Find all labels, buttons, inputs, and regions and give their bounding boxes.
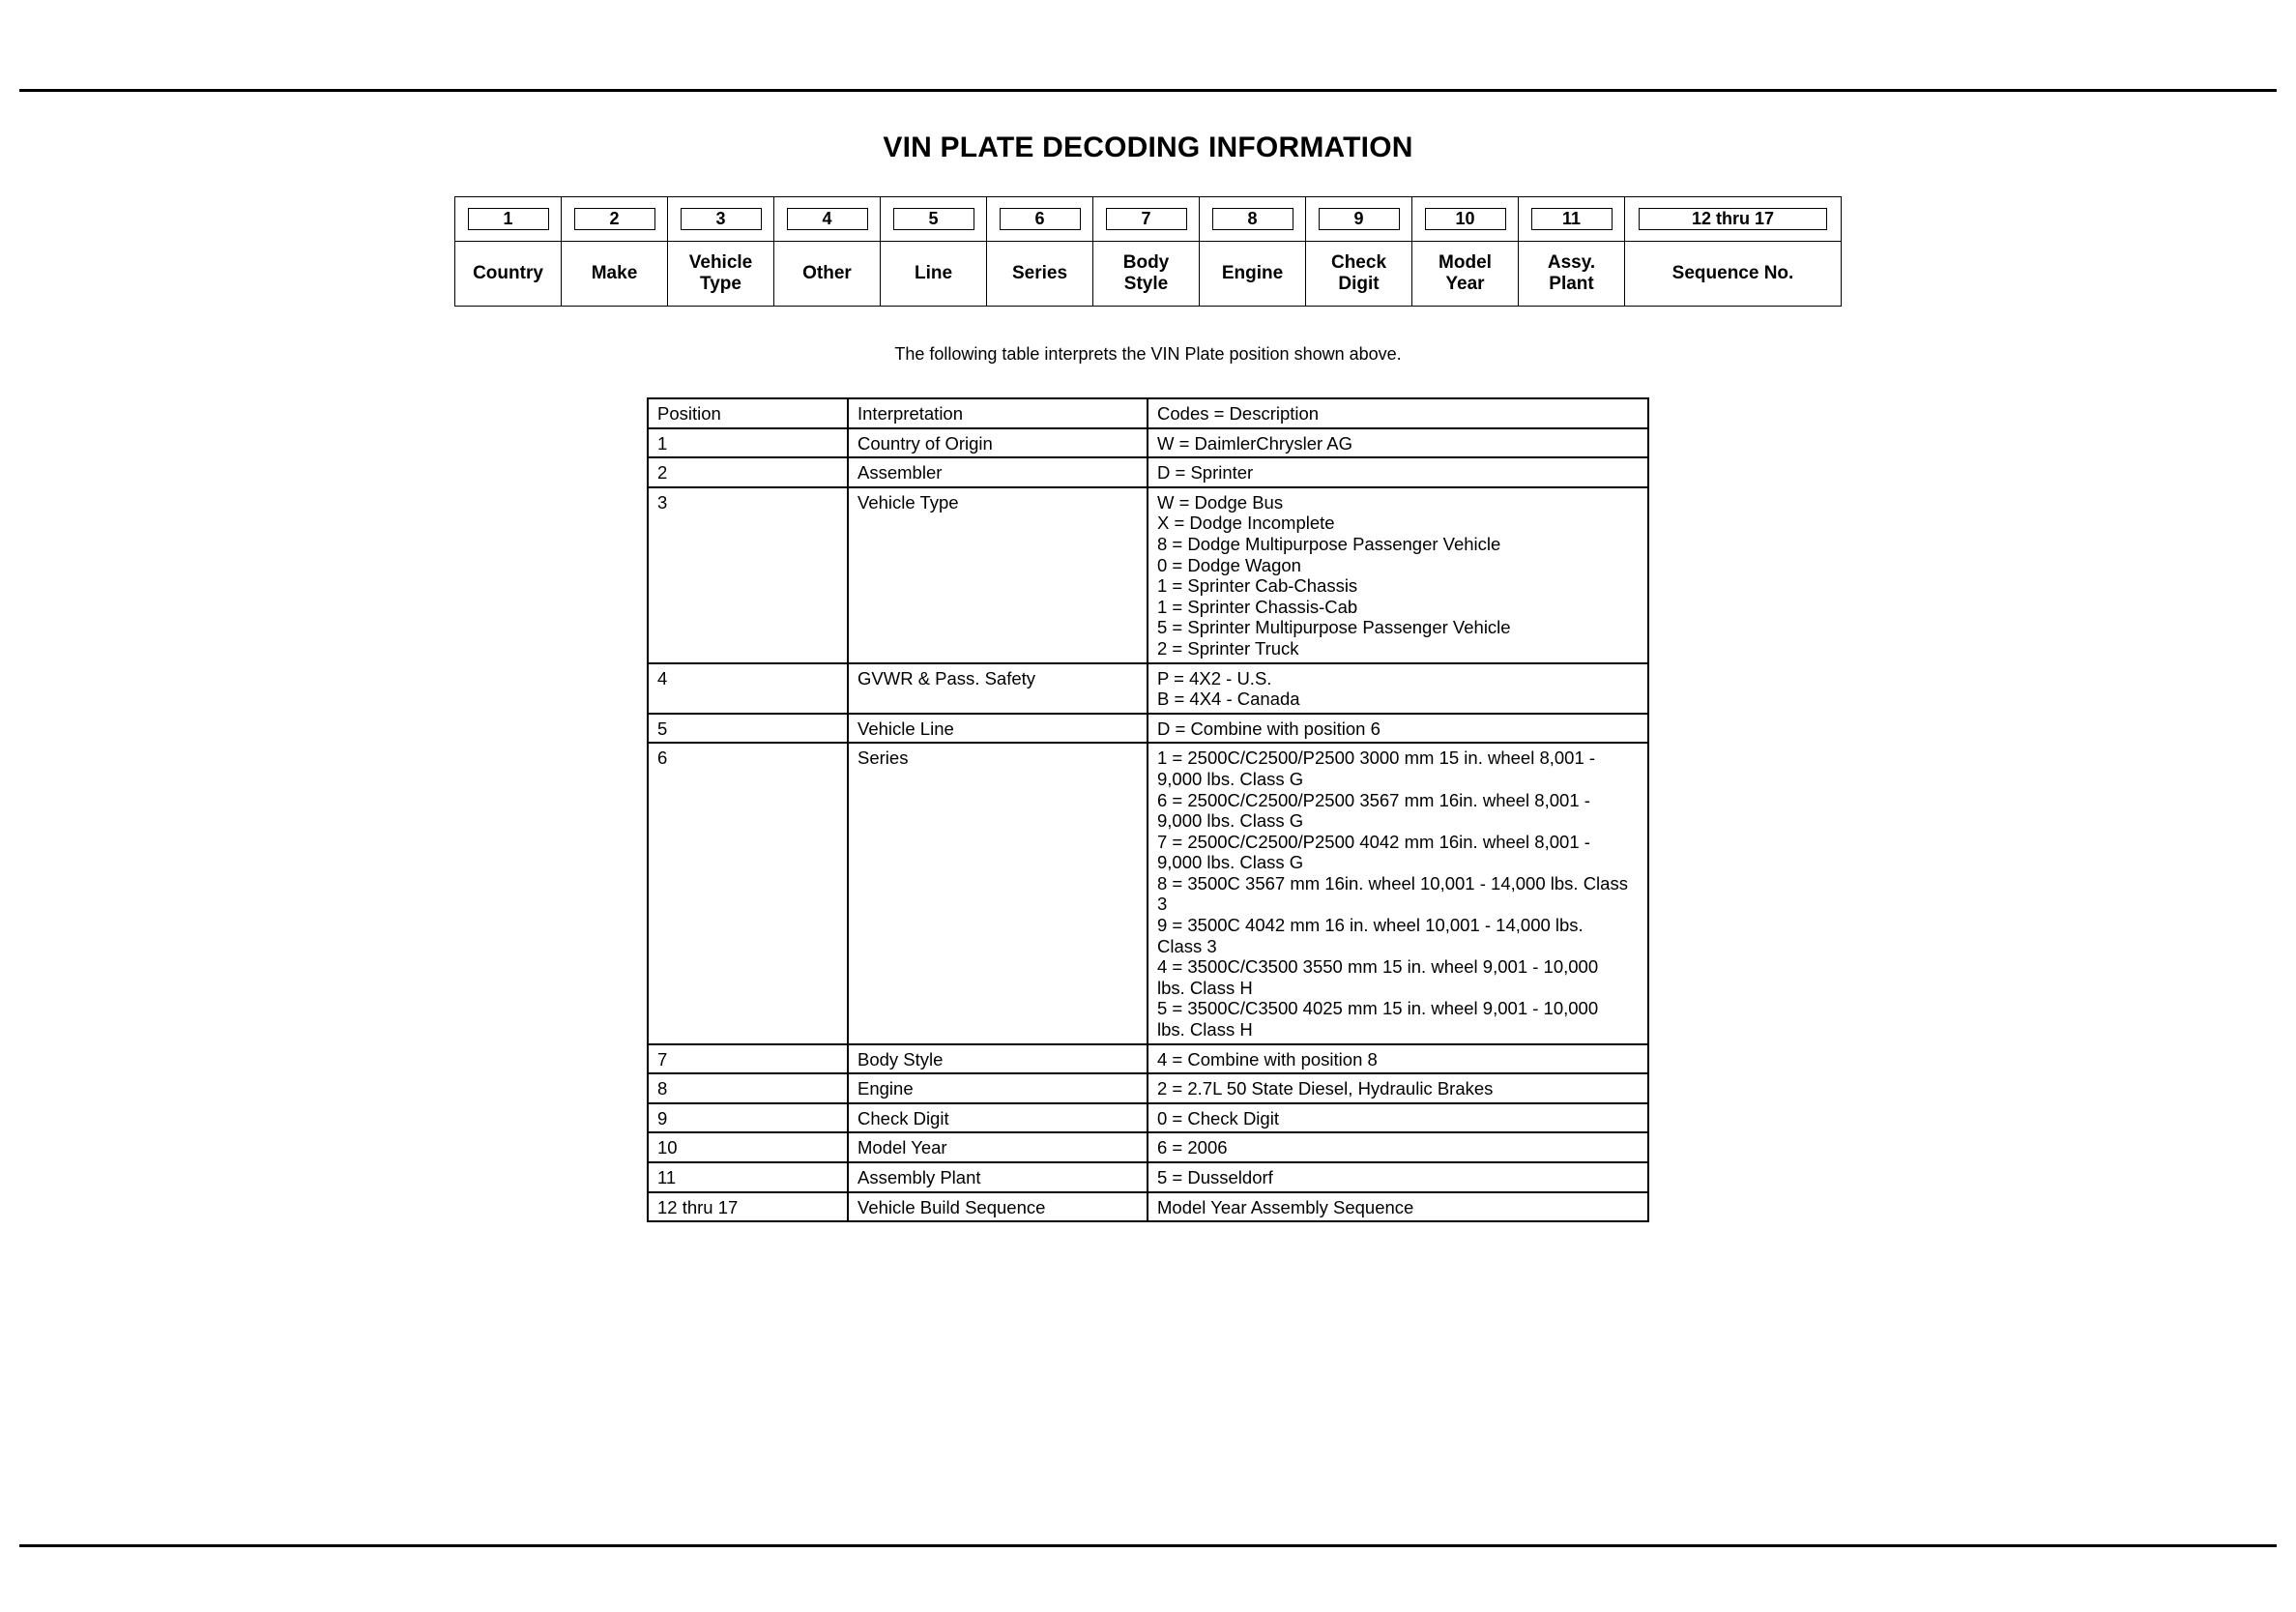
interpretation-cell: Country of Origin	[848, 428, 1148, 458]
vin-label-line: Style	[1123, 274, 1169, 294]
vin-position-number: 5	[893, 208, 974, 230]
vin-position-number: 10	[1425, 208, 1506, 230]
vin-label-line: Engine	[1221, 263, 1284, 283]
codes-cell	[1148, 428, 1648, 458]
vin-position-label	[668, 242, 774, 307]
position-cell: 11	[648, 1162, 848, 1192]
code-line: 0 = Dodge Wagon	[1157, 554, 1301, 575]
code-line: 0 = Check Digit	[1157, 1107, 1279, 1128]
vin-position-number: 2	[574, 208, 655, 230]
vin-position-label	[987, 242, 1093, 307]
code-line: Model Year Assembly Sequence	[1157, 1196, 1414, 1217]
vin-position-cell	[1412, 197, 1519, 242]
bottom-rule	[19, 1544, 2277, 1547]
interpretation-cell: Vehicle Type	[848, 487, 1148, 663]
vin-label-line: Plant	[1549, 274, 1594, 294]
code-line: 1 = Sprinter Chassis-Cab	[1157, 596, 1358, 617]
vin-position-label	[1306, 242, 1412, 307]
vin-label-line: Year	[1445, 274, 1485, 294]
code-line: 1 = Sprinter Cab-Chassis	[1157, 575, 1358, 597]
vin-position-cell	[1306, 197, 1412, 242]
vin-position-cell	[455, 197, 562, 242]
vin-label-line: Type	[700, 274, 741, 294]
vin-position-number: 9	[1319, 208, 1400, 230]
table-row	[648, 1192, 1648, 1222]
vin-position-number: 3	[681, 208, 762, 230]
code-line: lbs. Class H	[1157, 977, 1253, 998]
vin-position-cell	[987, 197, 1093, 242]
table-row	[648, 1132, 1648, 1162]
vin-position-number-row	[455, 197, 1842, 242]
vin-label-line: Digit	[1338, 274, 1380, 294]
interpretation-cell: Model Year	[848, 1132, 1148, 1162]
code-line: 1 = 2500C/C2500/P2500 3000 mm 15 in. wheel 8,001 -	[1157, 747, 1596, 769]
codes-cell	[1148, 1073, 1648, 1103]
interpretation-cell: Assembly Plant	[848, 1162, 1148, 1192]
interpretation-cell: Vehicle Build Sequence	[848, 1192, 1148, 1222]
vin-position-number: 6	[1000, 208, 1081, 230]
vin-position-label	[1093, 242, 1200, 307]
header-codes: Codes = Description	[1148, 398, 1648, 428]
codes-cell	[1148, 714, 1648, 744]
position-cell: 12 thru 17	[648, 1192, 848, 1222]
table-row	[648, 714, 1648, 744]
code-line: 9,000 lbs. Class G	[1157, 810, 1304, 832]
vin-position-number: 8	[1212, 208, 1293, 230]
interpretation-cell: Series	[848, 743, 1148, 1043]
code-line: 4 = 3500C/C3500 3550 mm 15 in. wheel 9,001 - 10,000	[1157, 956, 1599, 978]
table-row	[648, 1103, 1648, 1133]
code-line: P = 4X2 - U.S.	[1157, 667, 1272, 689]
vin-position-cell	[1093, 197, 1200, 242]
code-line: 9,000 lbs. Class G	[1157, 768, 1304, 789]
table-row	[648, 663, 1648, 714]
code-line: lbs. Class H	[1157, 1019, 1253, 1040]
code-line: X = Dodge Incomplete	[1157, 513, 1335, 534]
vin-position-number: 7	[1106, 208, 1187, 230]
codes-cell	[1148, 457, 1648, 487]
code-line: 8 = Dodge Multipurpose Passenger Vehicle	[1157, 533, 1501, 554]
vin-position-label	[1200, 242, 1306, 307]
code-line: B = 4X4 - Canada	[1157, 689, 1300, 710]
codes-cell	[1148, 1132, 1648, 1162]
vin-label-line: Check	[1330, 252, 1387, 273]
table-header-row	[648, 398, 1648, 428]
vin-position-cell	[562, 197, 668, 242]
interpretation-cell: Check Digit	[848, 1103, 1148, 1133]
code-line: 9 = 3500C 4042 mm 16 in. wheel 10,001 - 14,000 lbs.	[1157, 915, 1584, 936]
position-cell: 9	[648, 1103, 848, 1133]
position-cell: 3	[648, 487, 848, 663]
codes-cell	[1148, 1044, 1648, 1074]
vin-position-cell	[1519, 197, 1625, 242]
vin-position-cell	[668, 197, 774, 242]
vin-label-line: Series	[1011, 263, 1068, 283]
position-cell: 8	[648, 1073, 848, 1103]
header-interpretation: Interpretation	[848, 398, 1148, 428]
vin-label-line: Make	[591, 263, 638, 283]
table-row	[648, 1073, 1648, 1103]
vin-position-number: 12 thru 17	[1639, 208, 1827, 230]
codes-cell	[1148, 1103, 1648, 1133]
table-row	[648, 1044, 1648, 1074]
codes-cell	[1148, 1192, 1648, 1222]
vin-plate-diagram	[454, 196, 1842, 307]
code-line: 8 = 3500C 3567 mm 16in. wheel 10,001 - 14,000 lbs. Class	[1157, 872, 1628, 894]
intro-text: The following table interprets the VIN Plate position shown above.	[894, 344, 1402, 364]
vin-position-number: 4	[787, 208, 868, 230]
vin-position-label	[1412, 242, 1519, 307]
code-line: W = DaimlerChrysler AG	[1157, 432, 1352, 454]
code-line: 6 = 2500C/C2500/P2500 3567 mm 16in. wheel 8,001 -	[1157, 789, 1590, 810]
vin-position-cell	[774, 197, 881, 242]
table-row	[648, 457, 1648, 487]
position-cell: 10	[648, 1132, 848, 1162]
header-position: Position	[648, 398, 848, 428]
code-line: 5 = Dusseldorf	[1157, 1167, 1273, 1187]
code-line: D = Sprinter	[1157, 462, 1254, 484]
position-cell: 7	[648, 1044, 848, 1074]
vin-position-cell	[1200, 197, 1306, 242]
code-line: 6 = 2006	[1157, 1137, 1228, 1158]
vin-position-label	[1625, 242, 1842, 307]
position-cell: 5	[648, 714, 848, 744]
top-rule	[19, 89, 2277, 92]
vin-label-line: Other	[802, 263, 852, 283]
position-cell: 1	[648, 428, 848, 458]
codes-cell	[1148, 487, 1648, 663]
vin-label-line: Model	[1439, 252, 1492, 273]
code-line: 9,000 lbs. Class G	[1157, 852, 1304, 873]
position-cell: 2	[648, 457, 848, 487]
vin-decoding-table	[647, 397, 1649, 1222]
vin-position-label-row	[455, 242, 1842, 307]
vin-position-label	[881, 242, 987, 307]
vin-label-line: Country	[473, 263, 543, 283]
position-cell: 6	[648, 743, 848, 1043]
interpretation-cell: GVWR & Pass. Safety	[848, 663, 1148, 714]
code-line: 3	[1157, 894, 1168, 915]
codes-cell	[1148, 1162, 1648, 1192]
codes-cell	[1148, 743, 1648, 1043]
vin-position-label	[562, 242, 668, 307]
interpretation-cell: Engine	[848, 1073, 1148, 1103]
table-row	[648, 743, 1648, 1043]
interpretation-cell: Vehicle Line	[848, 714, 1148, 744]
vin-label-line: Sequence No.	[1671, 263, 1794, 283]
code-line: 5 = Sprinter Multipurpose Passenger Vehicle	[1157, 617, 1511, 638]
table-row	[648, 1162, 1648, 1192]
table-row	[648, 487, 1648, 663]
code-line: 2 = Sprinter Truck	[1157, 637, 1299, 659]
code-line: W = Dodge Bus	[1157, 491, 1284, 513]
code-line: 7 = 2500C/C2500/P2500 4042 mm 16in. wheel 8,001 -	[1157, 831, 1590, 852]
code-line: 2 = 2.7L 50 State Diesel, Hydraulic Brakes	[1157, 1078, 1494, 1099]
vin-label-line: Assy.	[1547, 252, 1596, 273]
vin-position-cell	[1625, 197, 1842, 242]
vin-label-line: Vehicle	[688, 252, 753, 273]
table-row	[648, 428, 1648, 458]
vin-position-label	[774, 242, 881, 307]
interpretation-cell: Assembler	[848, 457, 1148, 487]
vin-position-number: 11	[1531, 208, 1613, 230]
code-line: D = Combine with position 6	[1157, 718, 1381, 739]
page-title: VIN PLATE DECODING INFORMATION	[883, 132, 1413, 163]
vin-label-line: Body	[1122, 252, 1170, 273]
vin-label-line: Line	[914, 263, 953, 283]
code-line: 5 = 3500C/C3500 4025 mm 15 in. wheel 9,001 - 10,000	[1157, 998, 1599, 1019]
code-line: 4 = Combine with position 8	[1157, 1048, 1378, 1070]
vin-position-label	[1519, 242, 1625, 307]
vin-position-label	[455, 242, 562, 307]
codes-cell	[1148, 663, 1648, 714]
vin-position-cell	[881, 197, 987, 242]
interpretation-cell: Body Style	[848, 1044, 1148, 1074]
code-line: Class 3	[1157, 935, 1217, 956]
vin-position-number: 1	[468, 208, 549, 230]
position-cell: 4	[648, 663, 848, 714]
